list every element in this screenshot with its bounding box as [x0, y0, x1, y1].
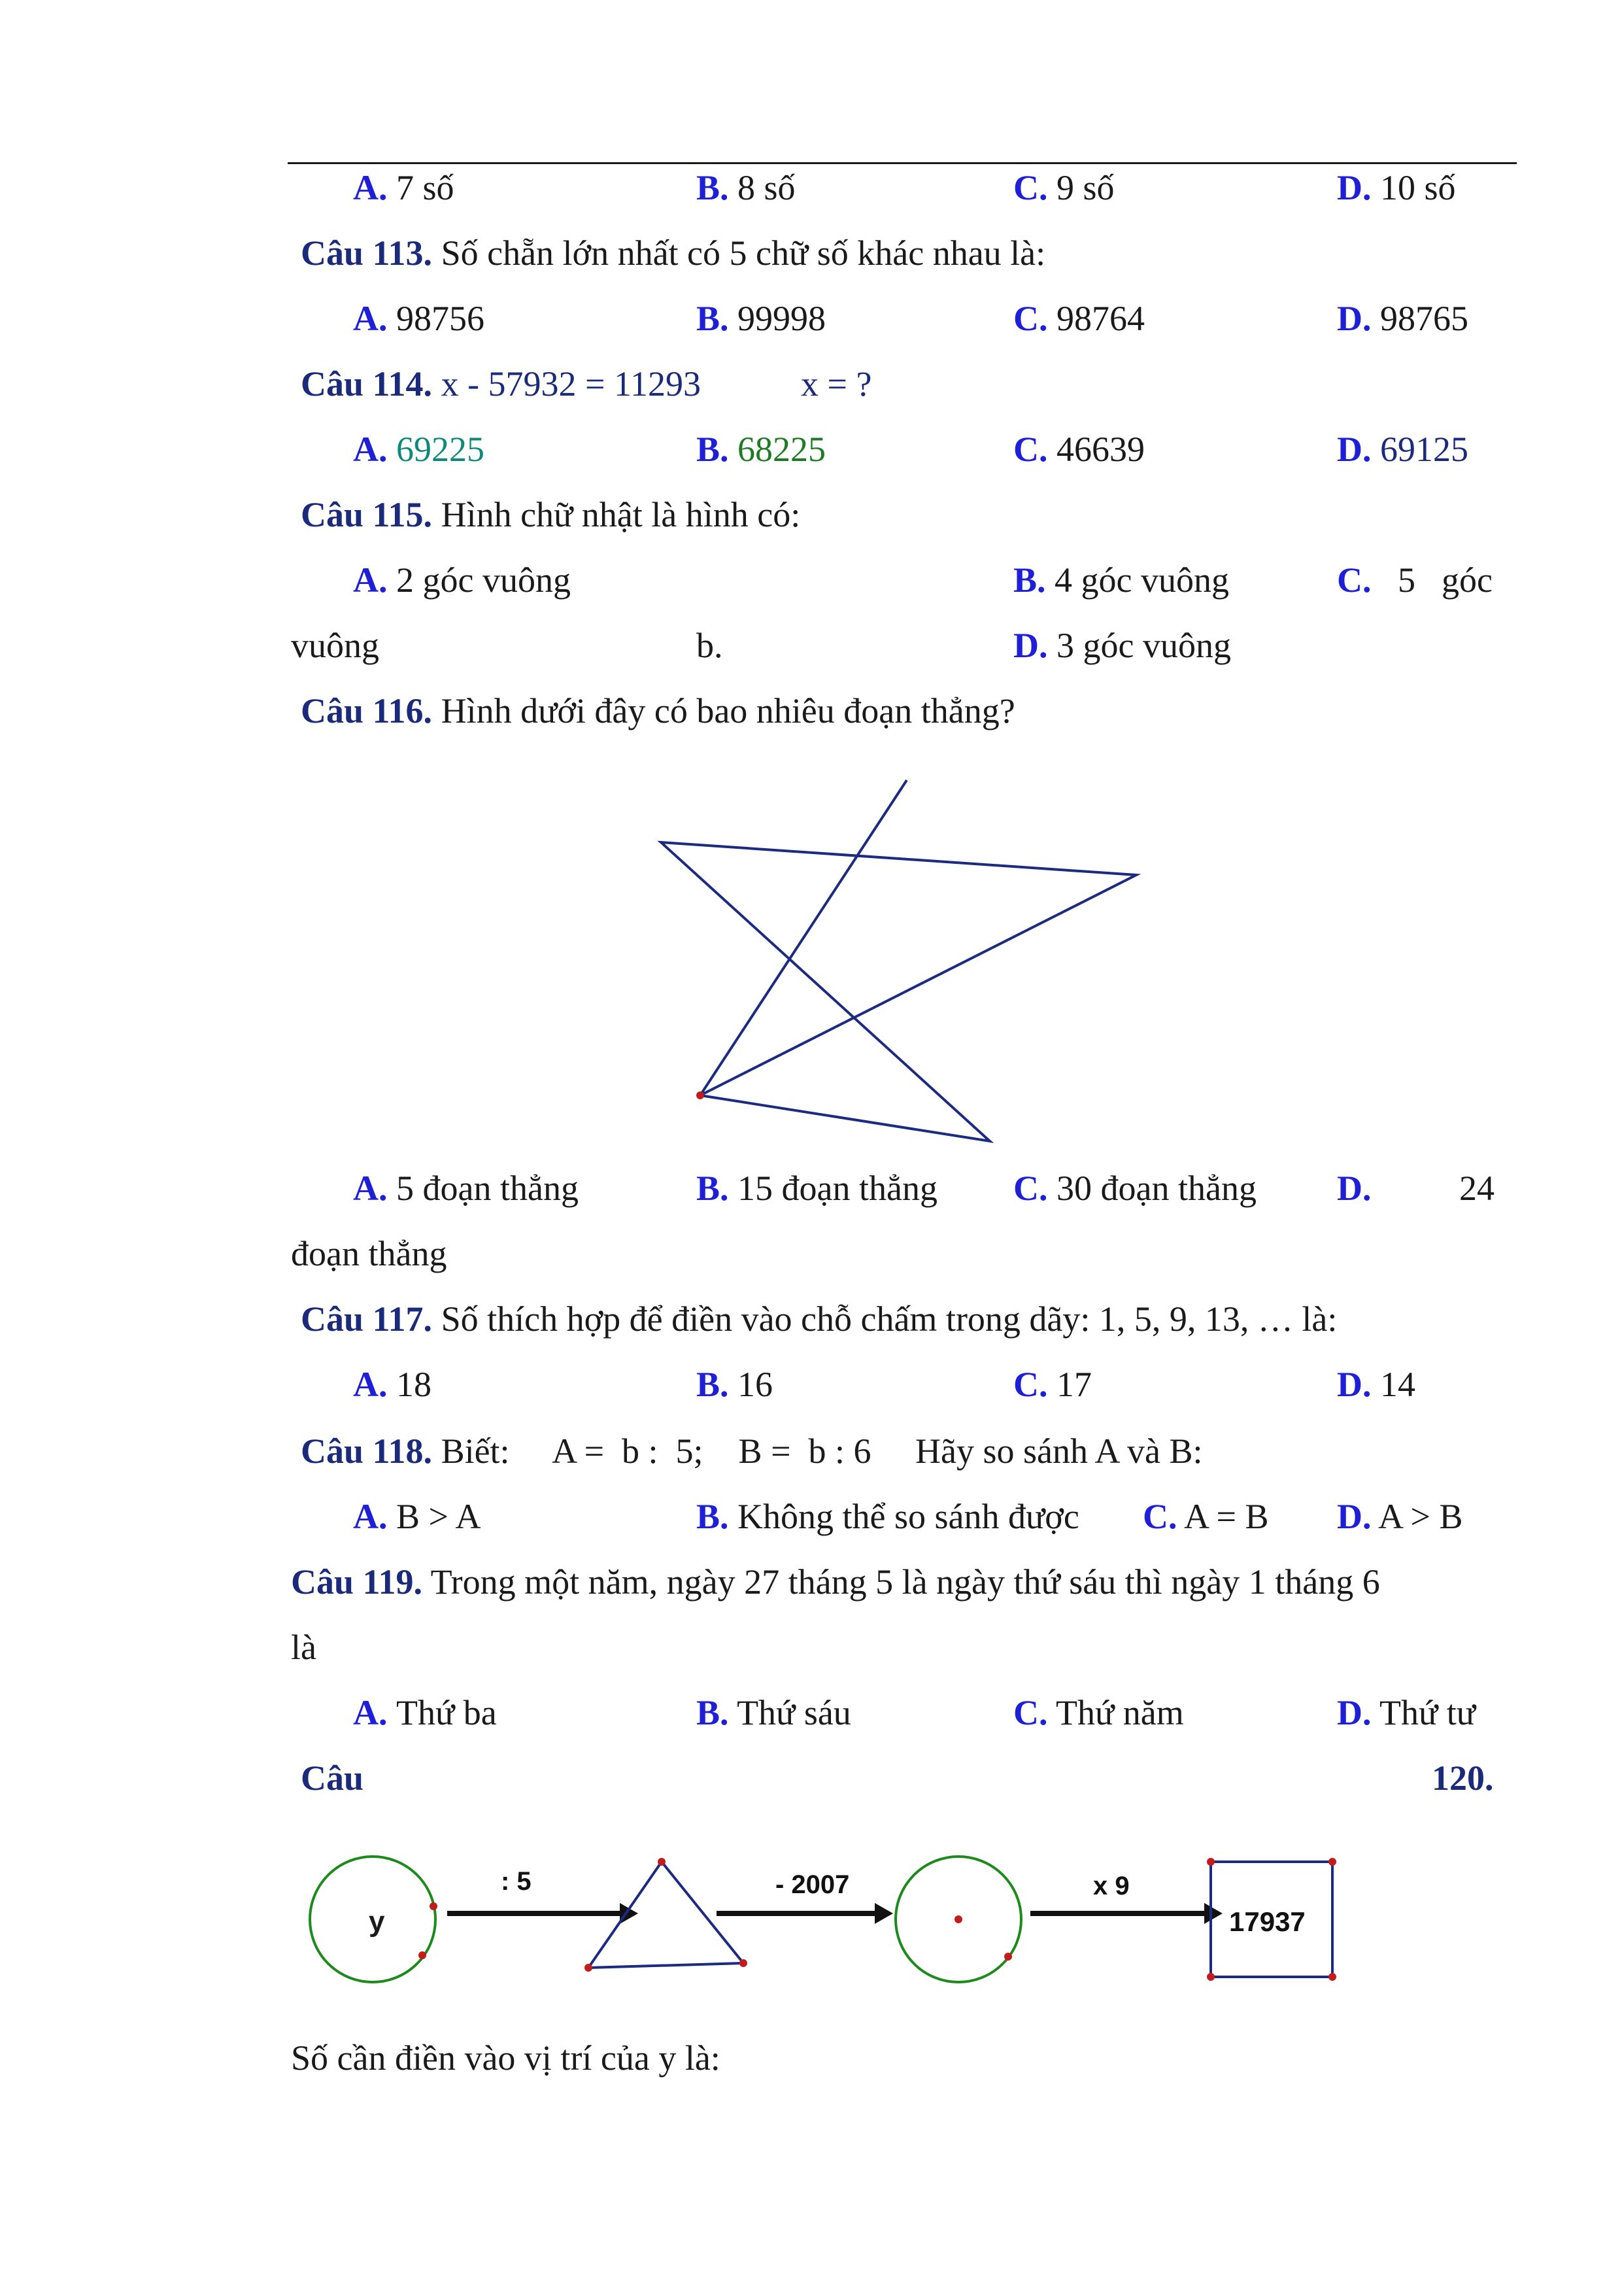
- q119-option-d[interactable]: D. Thứ tư: [1337, 1693, 1476, 1732]
- q119-option-c[interactable]: C. Thứ năm: [1013, 1693, 1184, 1732]
- q112-option-c[interactable]: C. 9 số: [1013, 168, 1115, 207]
- q115-option-d[interactable]: D. 3 góc vuông: [1013, 626, 1231, 665]
- start-circle-point: [430, 1902, 437, 1910]
- middle-circle-point: [1004, 1953, 1012, 1961]
- q112-option-a[interactable]: A. 7 số: [353, 168, 454, 207]
- q115-question: Câu 115. Hình chữ nhật là hình có:: [301, 495, 801, 534]
- operation-divide: : 5: [501, 1867, 532, 1896]
- header-rule: [288, 162, 1517, 164]
- q117-question: Câu 117. Số thích hợp để điền vào chỗ chấm trong dãy: 1, 5, 9, 13, … là:: [301, 1299, 1338, 1339]
- q117-option-d[interactable]: D. 14: [1337, 1365, 1415, 1404]
- q117-option-a[interactable]: A. 18: [353, 1365, 431, 1404]
- arrow-head: [620, 1903, 638, 1924]
- q115-option-c-wrap: vuông: [291, 626, 379, 665]
- q118-option-d[interactable]: D. A > B: [1337, 1497, 1463, 1536]
- q115-option-b[interactable]: B. 4 góc vuông: [1013, 560, 1229, 600]
- q114-option-a[interactable]: A. 69225: [353, 430, 484, 469]
- star-lines: [661, 780, 1136, 1141]
- q113-option-b[interactable]: B. 99998: [696, 299, 826, 338]
- square-vertex: [1328, 1858, 1336, 1866]
- q115-option-c-number: 5: [1398, 560, 1415, 600]
- start-circle-point: [418, 1951, 426, 1959]
- middle-circle-point: [955, 1915, 962, 1923]
- q115-option-a[interactable]: A. 2 góc vuông: [353, 560, 571, 600]
- q118-option-b[interactable]: B. Không thể so sánh được: [696, 1497, 1079, 1536]
- start-value: y: [369, 1906, 385, 1938]
- q116-option-a[interactable]: A. 5 đoạn thẳng: [353, 1169, 579, 1208]
- q112-option-b[interactable]: B. 8 số: [696, 168, 796, 207]
- q115-stray-b: b.: [696, 626, 723, 665]
- q114-ask: x = ?: [801, 364, 872, 403]
- q116-option-d-wrap: đoạn thẳng: [291, 1234, 447, 1273]
- q113-option-d[interactable]: D. 98765: [1337, 299, 1468, 338]
- q119-option-b[interactable]: B. Thứ sáu: [696, 1693, 851, 1732]
- q116-option-d-label[interactable]: D.: [1337, 1169, 1372, 1208]
- operation-subtract: - 2007: [775, 1870, 850, 1899]
- triangle-vertex: [658, 1858, 666, 1866]
- q117-option-c[interactable]: C. 17: [1013, 1365, 1092, 1404]
- q116-question: Câu 116. Hình dưới đây có bao nhiêu đoạn thẳng?: [301, 691, 1015, 730]
- q114-option-b[interactable]: B. 68225: [696, 430, 826, 469]
- arrow-head: [875, 1903, 893, 1924]
- q116-option-b[interactable]: B. 15 đoạn thẳng: [696, 1169, 938, 1208]
- q116-option-c[interactable]: C. 30 đoạn thẳng: [1013, 1169, 1257, 1208]
- q119-question: Câu 119. Trong một năm, ngày 27 tháng 5 là ngày thứ sáu thì ngày 1 tháng 6: [291, 1562, 1380, 1602]
- star-figure: [654, 775, 1164, 1154]
- triangle-vertex: [739, 1959, 747, 1967]
- square-vertex: [1207, 1973, 1215, 1981]
- operation-multiply: x 9: [1093, 1872, 1130, 1900]
- square-vertex: [1207, 1858, 1215, 1866]
- q113-option-a[interactable]: A. 98756: [353, 299, 484, 338]
- q114-option-d[interactable]: D. 69125: [1337, 430, 1468, 469]
- q114-option-c[interactable]: C. 46639: [1013, 430, 1145, 469]
- q115-option-c-label[interactable]: C.: [1337, 560, 1372, 600]
- arrow-head: [1204, 1903, 1223, 1924]
- square-vertex: [1328, 1973, 1336, 1981]
- q113-option-c[interactable]: C. 98764: [1013, 299, 1145, 338]
- q112-option-d[interactable]: D. 10 số: [1337, 168, 1456, 207]
- q114-question: Câu 114. x - 57932 = 11293: [301, 364, 701, 403]
- q118-question: Câu 118. Biết: A = b : 5; B = b : 6 Hãy so sánh A và B:: [301, 1431, 1203, 1471]
- operation-flow-diagram: [294, 1844, 1366, 1995]
- result-value: 17937: [1229, 1906, 1306, 1937]
- q115-option-c-word: góc: [1442, 560, 1493, 600]
- q120-label-word: Câu: [301, 1758, 364, 1798]
- q119-option-a[interactable]: A. Thứ ba: [353, 1693, 497, 1732]
- q120-prompt: Số cần điền vào vị trí của y là:: [291, 2038, 720, 2078]
- q113-question: Câu 113. Số chẵn lớn nhất có 5 chữ số khác nhau là:: [301, 233, 1046, 273]
- triangle-vertex: [584, 1964, 592, 1972]
- q116-option-d-number: 24: [1459, 1169, 1495, 1208]
- q120-label-number: 120.: [1432, 1758, 1494, 1798]
- star-vertex-point: [696, 1091, 704, 1099]
- q118-option-a[interactable]: A. B > A: [353, 1497, 481, 1536]
- q117-option-b[interactable]: B. 16: [696, 1365, 773, 1404]
- q118-option-c[interactable]: C. A = B: [1143, 1497, 1269, 1536]
- q119-question-wrap: là: [291, 1628, 316, 1667]
